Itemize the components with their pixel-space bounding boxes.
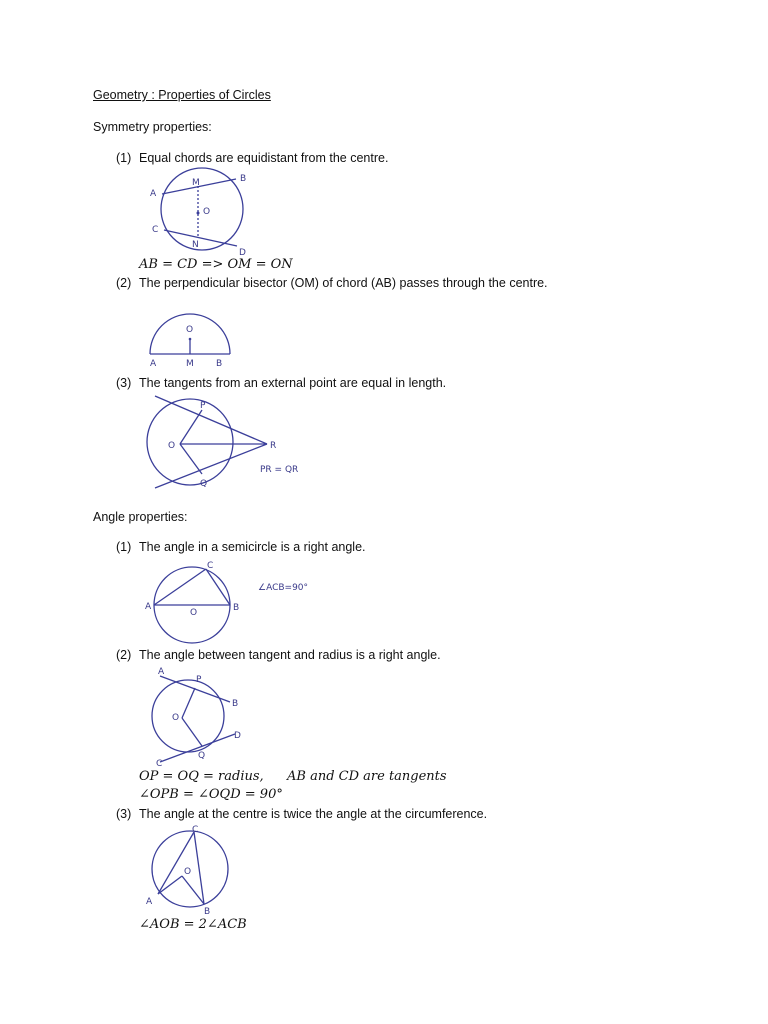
property-text: The tangents from an external point are equal in length. <box>139 376 447 390</box>
property-text: The perpendicular bisector (OM) of chord (AB) passes through the centre. <box>139 276 548 290</box>
angle-heading: Angle properties: <box>93 510 188 524</box>
radius-oq <box>182 718 202 746</box>
formula-tangents: AB and CD are tangents <box>287 769 447 784</box>
label-a: A <box>150 189 157 199</box>
radius-op <box>182 688 195 718</box>
label-m: M <box>192 178 200 188</box>
chord-cd <box>164 230 237 246</box>
formula-centre-angle: ∠AOB = 2∠ACB <box>139 917 247 932</box>
label-p: P <box>196 675 202 685</box>
figure-tangents <box>140 392 310 492</box>
item-number: (1) <box>116 540 132 554</box>
label-b: B <box>233 603 240 613</box>
label-o: O <box>172 713 180 723</box>
formula-equal-chords: AB = CD => OM = ON <box>139 257 293 272</box>
item-number: (3) <box>116 376 132 390</box>
item-number: (2) <box>116 648 132 662</box>
circle <box>147 399 233 485</box>
label-q: Q <box>200 479 208 489</box>
symmetry-heading: Symmetry properties: <box>93 120 212 134</box>
property-text: The angle at the centre is twice the angle at the circumference. <box>139 807 488 821</box>
property-text: The angle in a semicircle is a right angle. <box>139 540 366 554</box>
label-b: B <box>240 174 247 184</box>
label-note: PR = QR <box>260 465 299 475</box>
label-note: ∠ACB=90° <box>258 583 309 593</box>
formula-right-angles: ∠OPB = ∠OQD = 90° <box>139 787 283 802</box>
centre-point <box>189 338 192 341</box>
label-c: C <box>192 825 199 835</box>
radius-oq <box>180 444 202 474</box>
chord-cb <box>206 569 230 605</box>
tangent-pr <box>155 396 267 444</box>
label-c: C <box>207 561 214 571</box>
label-r: R <box>270 441 277 451</box>
label-n: N <box>192 240 199 250</box>
label-a: A <box>150 359 157 369</box>
figure-equal-chords <box>140 166 250 256</box>
label-d: D <box>239 248 246 256</box>
label-c: C <box>156 759 163 768</box>
label-b: B <box>232 699 239 709</box>
label-o: O <box>186 325 194 335</box>
label-p: P <box>200 401 206 411</box>
figure-centre-angle <box>140 824 245 914</box>
figure-tangent-radius <box>140 664 250 768</box>
radius-oa <box>158 876 182 894</box>
label-q: Q <box>198 751 206 761</box>
item-number: (1) <box>116 151 132 165</box>
property-text: The angle between tangent and radius is a right angle. <box>139 648 441 662</box>
label-o: O <box>168 441 176 451</box>
label-b: B <box>204 907 211 914</box>
label-o: O <box>184 867 192 877</box>
figure-perpendicular-bisector <box>140 292 235 372</box>
label-a: A <box>146 897 153 907</box>
item-number: (3) <box>116 807 132 821</box>
radius-op <box>180 410 202 444</box>
property-text: Equal chords are equidistant from the centre. <box>139 151 389 165</box>
label-o: O <box>203 207 211 217</box>
label-a: A <box>158 667 165 677</box>
chord-ac <box>154 569 206 605</box>
centre-point <box>197 212 200 215</box>
label-c: C <box>152 225 159 235</box>
item-number: (2) <box>116 276 132 290</box>
page-title: Geometry : Properties of Circles <box>93 88 271 102</box>
circle <box>152 680 224 752</box>
label-m: M <box>186 359 194 369</box>
formula-radius: OP = OQ = radius, <box>139 769 264 784</box>
label-d: D <box>234 731 241 741</box>
label-a: A <box>145 602 152 612</box>
label-o: O <box>190 608 198 618</box>
label-b: B <box>216 359 223 369</box>
figure-semicircle <box>140 558 310 648</box>
